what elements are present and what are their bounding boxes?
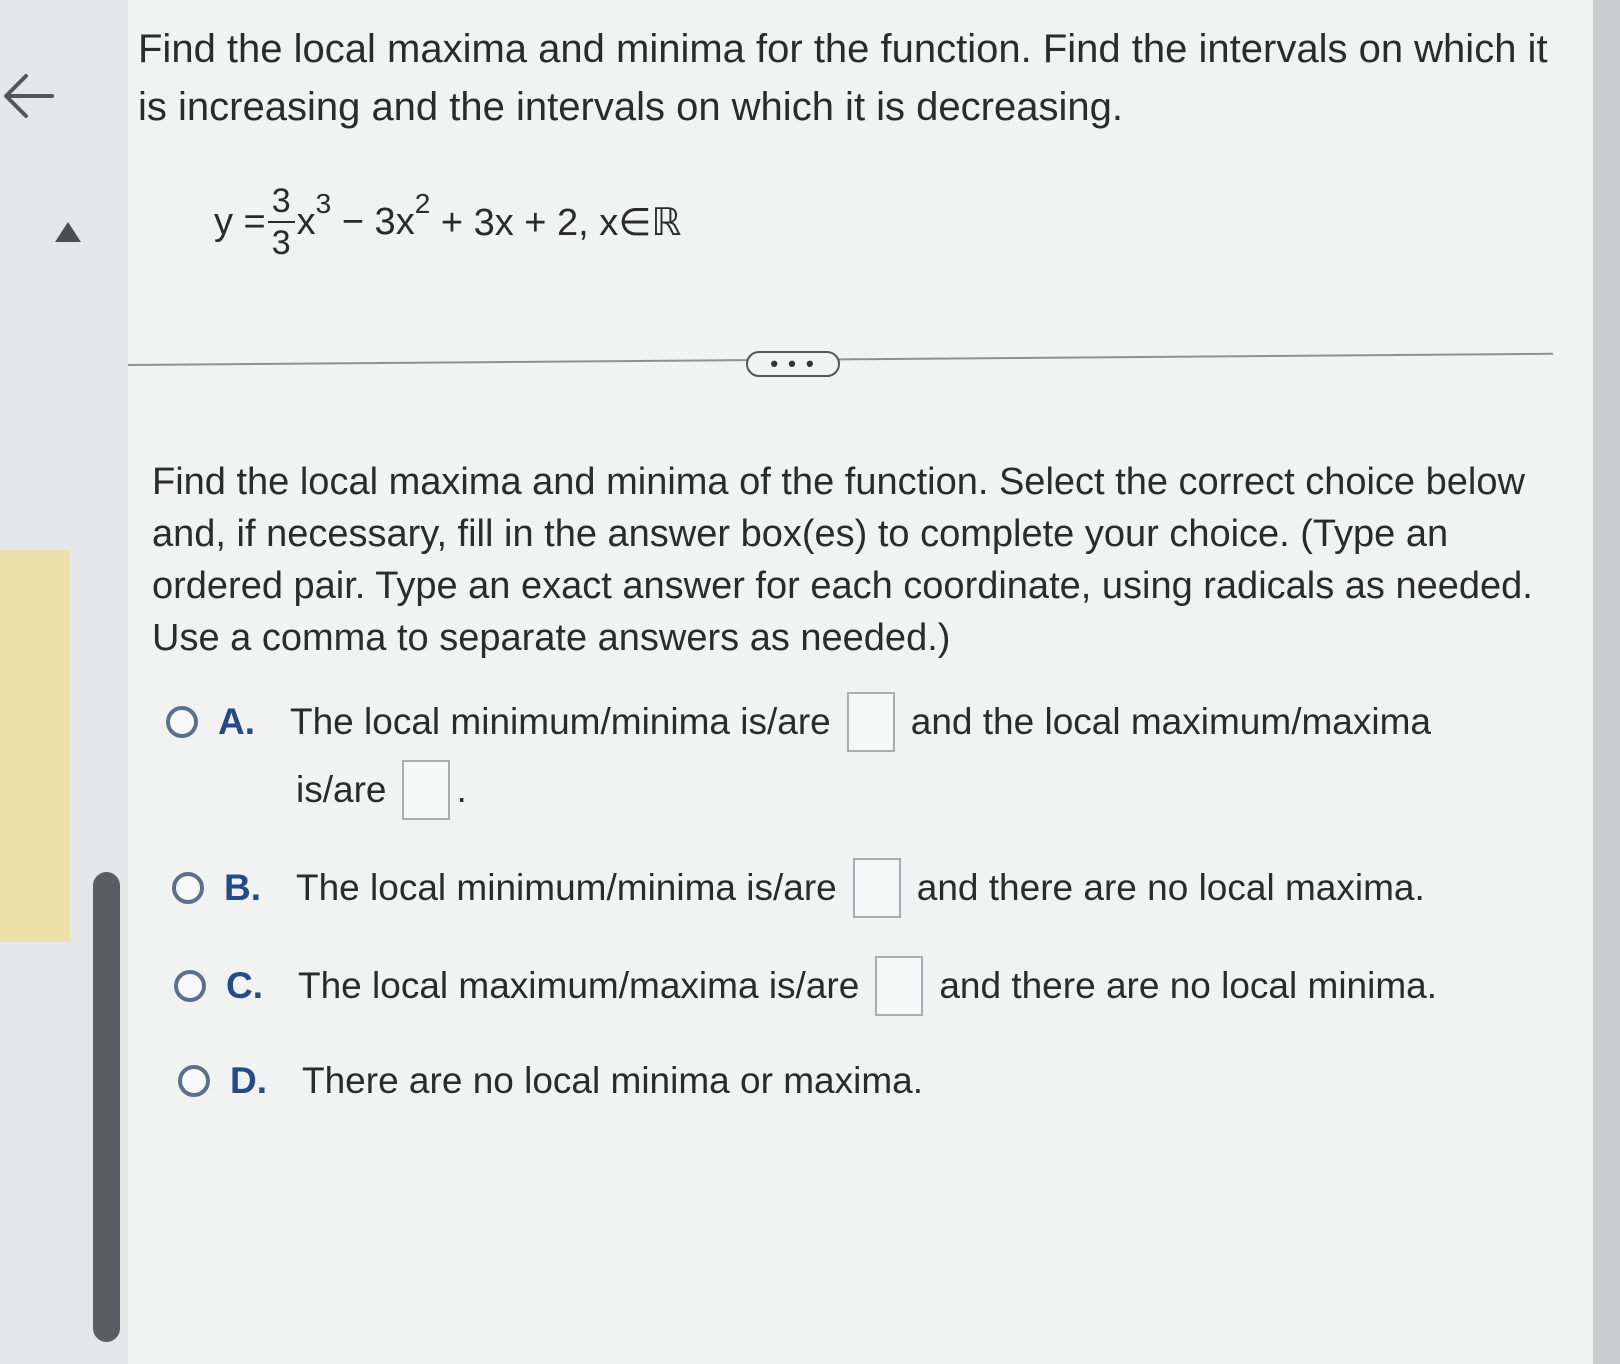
choice-letter-d: D.: [230, 1060, 267, 1101]
choice-d[interactable]: [178, 1060, 923, 1102]
expand-more-button[interactable]: • • •: [746, 351, 840, 377]
back-arrow-icon[interactable]: [2, 70, 56, 122]
triangle-up-icon[interactable]: [54, 220, 82, 244]
scrollbar-handle[interactable]: [93, 872, 120, 1342]
formula-var: x: [296, 200, 316, 243]
formula-rest: + 3x + 2, x∈ℝ: [430, 201, 682, 244]
radio-d[interactable]: [178, 1065, 210, 1097]
formula-exponent-3: 3: [315, 188, 332, 219]
instructions-text: Find the local maxima and minima of the function. Select the correct choice below and, if necessary, fill in the answer box(es) to complete your choice. (Type an ordered pair. Type an exact answer for each coordinate, using radicals as needed. Use a comma to separate answers as needed.): [152, 461, 1533, 659]
radio-c[interactable]: [174, 970, 206, 1002]
formula-lhs: y =: [214, 200, 266, 243]
radio-b[interactable]: [172, 872, 204, 904]
choice-c[interactable]: [174, 956, 1437, 1016]
choice-a-line2: [296, 760, 467, 820]
function-formula: [214, 172, 681, 272]
choice-a-end: .: [456, 769, 467, 810]
choice-a-text: The local minimum/minima is/are: [290, 701, 831, 742]
choice-letter-a: A.: [218, 701, 255, 742]
choice-a[interactable]: [166, 692, 1431, 752]
choice-b[interactable]: [172, 858, 1425, 918]
radio-a[interactable]: [166, 706, 198, 738]
answer-box-b[interactable]: [853, 858, 901, 918]
choice-a-middle-text: and the local maximum/maxima: [910, 701, 1431, 742]
side-tab[interactable]: [0, 550, 70, 942]
answer-box-c[interactable]: [875, 956, 923, 1016]
formula-exponent-2: 2: [414, 188, 431, 219]
fraction-denominator: 3: [271, 224, 291, 262]
choice-c-text: The local maximum/maxima is/are: [298, 965, 860, 1006]
right-edge: [1593, 0, 1620, 1364]
fraction-numerator: 3: [268, 181, 295, 223]
choice-b-text: The local minimum/minima is/are: [296, 867, 837, 908]
choice-letter-c: C.: [226, 965, 263, 1006]
question-text: Find the local maxima and minima for the function. Find the intervals on which it is increasing and the intervals on which it is decreasing.: [138, 27, 1548, 129]
formula-term2: − 3x: [331, 200, 415, 243]
choice-c-after-text: and there are no local minima.: [939, 965, 1438, 1006]
formula-fraction: [268, 181, 295, 263]
choice-a-line2-text: is/are: [296, 769, 387, 810]
choice-letter-b: B.: [224, 867, 261, 908]
answer-box-a-maxima[interactable]: [402, 760, 450, 820]
choice-d-text: There are no local minima or maxima.: [302, 1060, 923, 1101]
answer-box-a-minima[interactable]: [847, 692, 895, 752]
choice-b-after-text: and there are no local maxima.: [916, 867, 1425, 908]
